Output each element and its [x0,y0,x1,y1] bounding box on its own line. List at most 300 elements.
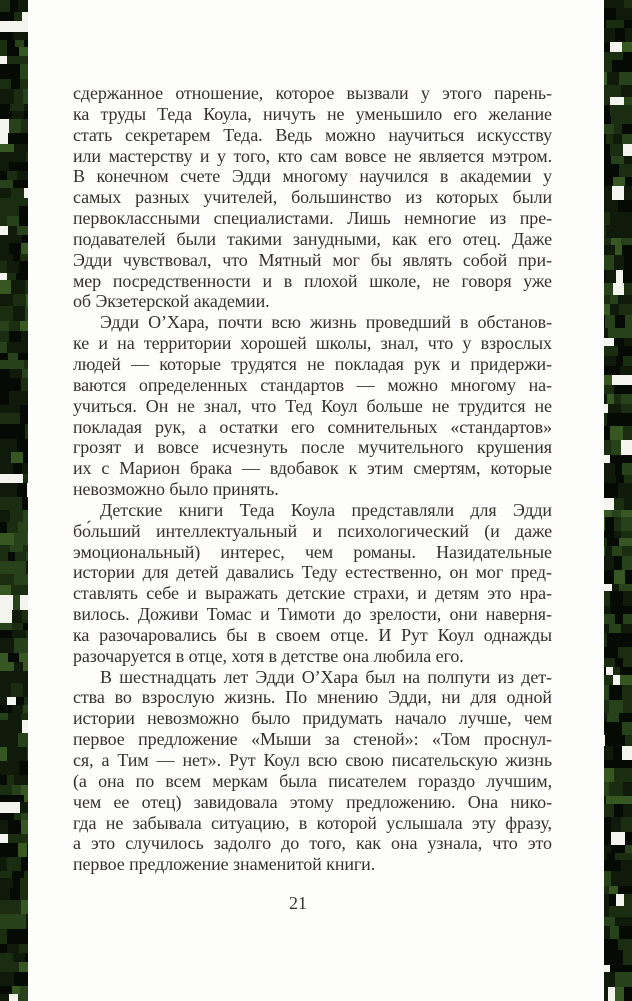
text-line: бо́льший интеллектуальный и психологический (и даже [73,520,552,541]
pattern-cell [20,595,27,610]
pattern-cell [616,894,624,906]
pattern-cell [0,522,7,533]
pattern-cell [17,483,27,497]
pattern-cell [616,8,624,20]
pattern-cell [604,606,611,614]
pattern-cell [607,72,619,85]
pattern-cell [0,871,12,878]
pattern-cell [14,144,22,152]
pattern-cell [12,986,20,994]
pattern-cell [22,610,28,623]
pattern-cell [17,929,26,944]
pattern-cell [15,40,24,47]
pattern-cell [18,994,28,1001]
pattern-cell [618,886,632,894]
pattern-cell [623,658,632,667]
pattern-cell [614,570,625,584]
pattern-cell [7,342,19,353]
pattern-cell [25,280,28,294]
text-line: а это случилось задолго до того, как она узнала, что это [73,833,552,854]
pattern-cell [611,156,624,164]
pattern-cell [623,52,632,60]
pattern-cell [614,531,621,538]
pattern-cell [7,40,15,47]
pattern-cell [624,156,632,164]
paragraph [73,500,552,667]
pattern-cell [609,782,623,796]
pattern-cell [12,360,24,369]
pattern-cell [0,533,14,545]
pattern-cell [623,144,632,156]
pattern-cell [604,658,615,667]
pattern-cell [614,124,622,134]
pattern-cell [610,926,619,939]
pattern-cell [611,832,625,845]
pattern-cell [22,369,28,378]
pattern-cell [612,60,625,72]
pattern-cell [614,255,624,270]
pattern-cell [11,474,23,483]
pattern-cell [604,517,605,531]
pattern-cell [623,917,632,926]
text-line: об Экзетерской академии. [73,291,270,312]
pattern-cell [0,653,8,662]
pattern-cell [604,116,611,124]
pattern-cell [20,321,28,331]
pattern-cell [604,97,610,105]
pattern-cell [15,552,26,561]
pattern-cell [624,894,632,906]
pattern-cell [25,439,28,452]
pattern-cell [11,280,25,294]
pattern-cell [10,104,24,111]
pattern-cell [13,254,20,261]
pattern-cell [623,591,632,606]
pattern-cell [624,0,632,8]
pattern-cell [0,697,7,705]
pattern-cell [618,483,632,498]
pattern-cell [604,283,613,295]
pattern-cell [19,944,28,953]
pattern-cell [611,116,622,124]
pattern-cell [614,498,624,510]
pattern-cell [22,497,28,510]
pattern-cell [8,761,19,775]
pattern-cell [622,116,632,124]
pattern-cell [20,79,28,89]
pattern-cell [20,405,28,413]
pattern-cell [0,64,9,79]
pattern-cell [7,944,19,953]
pattern-cell [615,315,625,328]
pattern-cell [21,820,28,834]
pattern-cell [0,878,13,888]
pattern-cell [623,614,632,624]
pattern-cell [0,226,8,235]
pattern-cell [0,21,13,32]
pattern-cell [0,834,8,843]
pattern-cell [610,42,622,52]
pattern-cell [610,455,618,463]
pattern-cell [27,747,28,761]
pattern-cell [13,294,26,306]
pattern-cell [624,987,632,1001]
pattern-cell [604,28,607,42]
pattern-cell [26,561,28,574]
pattern-cell [610,965,620,972]
pattern-cell [611,606,623,614]
pattern-cell [604,124,614,134]
pattern-cell [615,658,623,667]
pattern-cell [20,802,28,813]
pattern-cell [607,939,618,950]
pattern-cell [619,538,632,546]
pattern-cell [610,212,623,225]
pattern-cell [611,440,621,455]
pattern-cell [0,630,12,638]
pattern-cell [13,595,20,610]
pattern-cell [0,483,7,497]
pattern-cell [620,906,632,917]
pattern-cell [19,216,28,226]
pattern-cell [604,675,613,685]
text-line: сдержанное отношение, которое вызвали у этого парень- [73,83,552,103]
pattern-cell [0,843,7,857]
pattern-cell [12,623,23,630]
pattern-cell [604,105,610,116]
pattern-cell [21,378,28,391]
pattern-cell [19,653,28,662]
pattern-cell [619,796,632,804]
pattern-cell [0,12,14,21]
pattern-cell [7,171,17,180]
pattern-cell [604,804,614,817]
pattern-cell [10,962,19,972]
text-line: Детские книги Теда Коула представляли для Эдди [100,499,552,520]
pattern-cell [621,85,632,97]
pattern-cell [621,517,632,531]
text-line: первое предложение знаменитой книги. [73,854,376,875]
pattern-cell [10,802,20,813]
pattern-cell [624,20,632,28]
pattern-cell [605,517,614,531]
pattern-cell [20,64,28,79]
pattern-cell [620,366,632,375]
pattern-cell [621,624,632,633]
pattern-cell [604,483,618,498]
text-line: разочаруется в отце, хотя в детстве она любила его. [73,645,464,666]
pattern-cell [619,926,632,939]
pattern-cell [604,853,607,860]
pattern-cell [19,585,28,595]
pattern-cell [604,735,605,746]
pattern-cell [623,950,632,965]
pattern-cell [604,667,606,675]
pattern-cell [27,180,28,188]
pattern-cell [618,346,632,356]
pattern-cell [610,426,623,440]
pattern-cell [604,556,606,570]
text-line: (а она по всем меркам была писателем гораздо лучшим, [73,770,552,791]
pattern-cell [620,667,632,675]
pattern-cell [0,119,9,133]
pattern-cell [619,304,632,315]
pattern-cell [0,683,11,697]
pattern-cell [613,283,624,295]
pattern-cell [604,700,609,713]
pattern-cell [610,105,620,116]
pattern-cell [0,929,7,944]
text-line: ся, а Тим — нет». Рут Коул всю свою писательскую жизнь [73,750,552,770]
pattern-cell [604,894,609,906]
pattern-cell [618,295,632,304]
pattern-cell [0,79,11,89]
pattern-cell [623,804,632,817]
pattern-cell [604,987,608,1001]
pattern-cell [614,385,622,394]
text-line: первоклассными специалистами. Лишь немногие из пре- [73,208,552,229]
pattern-cell [610,591,623,606]
pattern-cell [19,962,28,972]
pattern-cell [606,20,614,28]
pattern-cell [604,20,606,28]
pattern-cell [21,785,28,795]
pattern-cell [613,177,625,186]
pattern-cell [8,133,20,144]
text-line: стать секретарем Теда. Ведь можно научиться искусству [73,124,552,145]
pattern-cell [23,89,28,104]
pattern-cell [604,972,615,987]
pattern-cell [604,845,611,853]
pattern-cell [604,85,614,97]
pattern-cell [8,353,18,360]
pattern-cell [0,360,12,369]
pattern-cell [604,315,605,328]
pattern-cell [23,545,28,552]
pattern-cell [616,475,624,483]
pattern-cell [18,733,28,747]
pattern-cell [26,552,28,561]
pattern-cell [0,198,11,206]
pattern-cell [619,584,632,591]
pattern-cell [621,860,632,871]
pattern-cell [618,200,632,212]
pattern-cell [606,134,613,144]
pattern-cell [0,216,7,226]
pattern-cell [604,0,614,8]
pattern-cell [622,722,632,735]
pattern-cell [604,860,607,871]
pattern-cell [14,775,25,785]
pattern-cell [11,188,24,198]
pattern-cell [13,953,25,962]
pattern-cell [604,328,608,338]
pattern-cell [622,853,632,860]
pattern-cell [20,878,28,888]
pattern-cell [619,164,632,177]
pattern-cell [7,261,19,273]
left-edge-pattern [0,0,28,1001]
pattern-cell [624,768,632,782]
pattern-cell [614,517,621,531]
pattern-cell [604,440,611,455]
pattern-cell [19,761,28,775]
pattern-cell [0,280,11,294]
pattern-cell [13,306,25,321]
pattern-cell [604,177,613,186]
pattern-cell [14,972,24,986]
pattern-cell [0,261,7,273]
pattern-cell [621,404,632,413]
pattern-cell [0,162,9,171]
pattern-cell [607,633,618,647]
pattern-cell [610,366,620,375]
pattern-cell [22,463,28,474]
pattern-cell [12,413,20,424]
pattern-cell [0,353,8,360]
pattern-cell [609,700,623,713]
pattern-cell [623,426,632,440]
pattern-cell [620,965,632,972]
pattern-cell [22,235,28,243]
pattern-cell [620,105,632,116]
pattern-cell [11,452,23,463]
pattern-cell [604,52,615,60]
pattern-cell [10,545,23,552]
pattern-cell [604,647,610,658]
pattern-cell [611,817,621,832]
pattern-cell [0,424,11,439]
pattern-cell [614,735,625,746]
pattern-cell [610,304,619,315]
pattern-cell [604,546,605,556]
pattern-cell [0,294,13,306]
pattern-cell [11,585,19,595]
pattern-cell [625,177,632,186]
pattern-cell [625,570,632,584]
pattern-cell [11,683,23,697]
pattern-cell [604,906,609,917]
pattern-cell [606,225,619,238]
pattern-cell [622,685,632,700]
text-line: ка разочаровались бы в своем отце. И Рут Коул однажды [73,624,552,645]
pattern-cell [27,533,28,545]
pattern-cell [604,614,615,624]
pattern-cell [624,283,632,295]
pattern-cell [0,552,8,561]
pattern-cell [10,0,18,12]
pattern-cell [18,522,28,533]
pattern-cell [18,843,27,857]
pattern-cell [0,463,13,474]
pattern-cell [604,60,612,72]
pattern-cell [12,785,21,795]
pattern-cell [9,391,21,405]
text-line: В конечном счете Эдди многому научился в академии у [73,166,552,187]
pattern-cell [19,47,28,56]
text-line: вилось. Доживи Томас и Тимоти до зрелости, они наверня- [73,604,552,625]
pattern-cell [9,331,21,342]
pattern-cell [11,424,25,439]
pattern-cell [0,986,12,994]
pattern-cell [607,853,615,860]
pattern-cell [0,254,13,261]
pattern-cell [604,782,609,796]
pattern-cell [14,638,28,653]
pattern-cell [621,760,632,768]
page-number: 21 [289,893,307,913]
pattern-cell [604,926,610,939]
pattern-cell [604,245,615,255]
pattern-cell [605,735,614,746]
pattern-cell [11,79,20,89]
pattern-cell [610,760,621,768]
pattern-cell [0,720,14,733]
pattern-cell [607,713,619,722]
pattern-cell [23,623,28,630]
pattern-cell [0,171,7,180]
pattern-cell [612,375,621,385]
text-line: ке и на территории хорошей школы, знал, что у взрослых [73,333,552,354]
text-line: эмоциональный) интерес, чем романы. Назидательные [73,541,552,562]
pattern-cell [606,556,614,570]
text-line: мер посредственности и в плохой школе, не говоря уже [73,270,552,291]
pattern-cell [622,556,632,570]
pattern-cell [0,775,7,785]
pattern-cell [16,56,28,64]
pattern-cell [7,843,18,857]
pattern-cell [0,413,12,424]
text-line: людей — которые трудятся не покладая рук и придержи- [73,353,552,374]
pattern-cell [612,546,622,556]
pattern-cell [9,243,21,254]
pattern-cell [17,171,28,180]
pattern-cell [604,42,610,52]
pattern-cell [623,212,632,225]
pattern-cell [607,28,615,42]
pattern-cell [0,638,14,653]
pattern-cell [621,871,632,886]
pattern-cell [0,111,12,119]
pattern-cell [20,986,28,994]
pattern-cell [623,782,632,796]
pattern-cell [623,700,632,713]
pattern-cell [0,0,10,12]
pattern-cell [611,871,621,886]
pattern-cell [622,42,632,52]
pattern-cell [0,188,11,198]
pattern-cell [604,538,607,546]
pattern-cell [609,894,616,906]
pattern-cell [24,360,28,369]
pattern-cell [621,531,632,538]
pattern-cell [16,273,27,280]
pattern-cell [609,624,621,633]
pattern-cell [0,705,12,713]
pattern-cell [25,306,28,321]
pattern-cell [619,72,632,85]
pattern-cell [614,394,621,404]
pattern-cell [618,939,632,950]
pattern-cell [12,871,24,878]
pattern-cell [0,273,7,280]
pattern-cell [621,238,632,245]
pattern-cell [604,796,606,804]
pattern-cell [622,546,632,556]
pattern-cell [0,585,11,595]
pattern-cell [625,28,632,42]
pattern-cell [13,878,20,888]
